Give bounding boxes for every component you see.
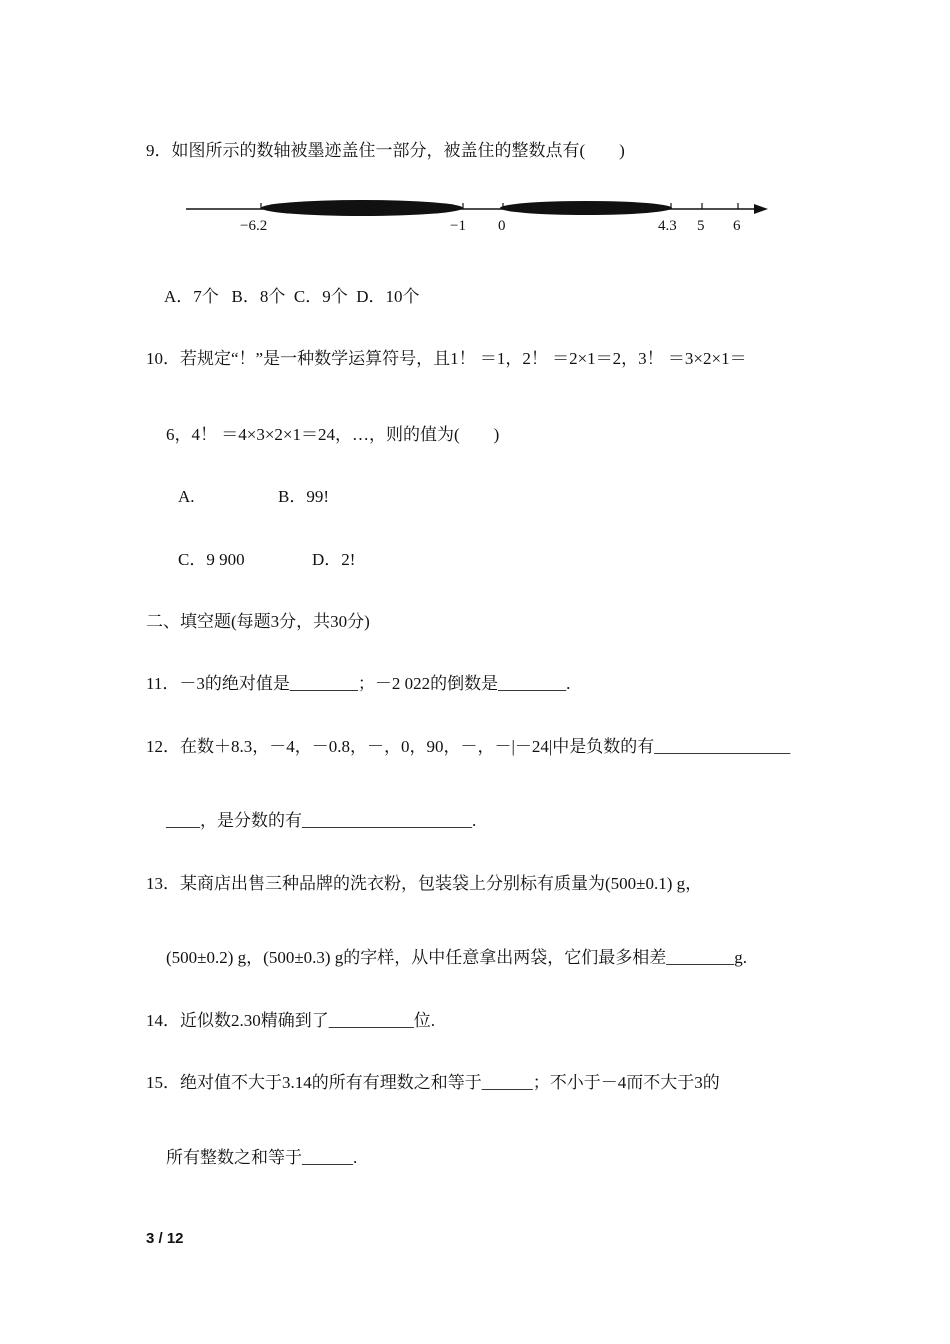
q10-option-c: C．9 900	[178, 550, 245, 569]
q10-option-a: A.	[178, 487, 195, 506]
tick-label-4-3: 4.3	[658, 218, 677, 234]
q10-option-d: D．2!	[312, 550, 356, 569]
q13-line2: (500±0.2) g，(500±0.3) g的字样，从中任意拿出两袋，它们最多相差________g.	[166, 948, 748, 967]
tick-label-5: 5	[697, 218, 705, 234]
tick-label-0: 0	[498, 218, 506, 234]
q10-line2: 6，4！ ＝4×3×2×1＝24，…，则的值为( )	[166, 425, 500, 444]
q14: 14．近似数2.30精确到了__________位.	[146, 1011, 435, 1030]
tick-label-neg-1: −1	[450, 218, 466, 234]
number-line-arrow	[754, 204, 768, 214]
q10-line1: 10．若规定“！”是一种数学运算符号，且1！ ＝1，2！ ＝2×1＝2，3！ ＝3×2×1＝	[146, 349, 747, 368]
page-number: 3 / 12	[146, 1230, 184, 1247]
q12-line1: 12．在数＋8.3，－4，－0.8，－，0，90，－，－|－24|中是负数的有________________	[146, 737, 791, 756]
q9-options: A．7个 B．8个 C．9个 D．10个	[164, 287, 420, 306]
q15-line2: 所有整数之和等于______.	[166, 1148, 358, 1167]
q12-line2: ____，是分数的有____________________.	[166, 811, 477, 830]
q13-line1: 13．某商店出售三种品牌的洗衣粉，包装袋上分别标有质量为(500±0.1) g，	[146, 874, 703, 893]
q9-stem: 9．如图所示的数轴被墨迹盖住一部分，被盖住的整数点有( )	[146, 141, 625, 160]
tick-label-neg-6-2: −6.2	[240, 218, 268, 234]
q10-option-b: B．99!	[278, 487, 329, 506]
number-line-figure	[180, 190, 780, 240]
ink-blot-left	[261, 200, 463, 216]
tick-label-6: 6	[733, 218, 741, 234]
q15-line1: 15．绝对值不大于3.14的所有有理数之和等于______；不小于－4而不大于3的	[146, 1073, 720, 1092]
q11: 11．－3的绝对值是________；－2 022的倒数是________.	[146, 674, 571, 693]
ink-blot-right	[500, 201, 672, 215]
section-2-heading: 二、填空题(每题3分，共30分)	[146, 612, 370, 631]
